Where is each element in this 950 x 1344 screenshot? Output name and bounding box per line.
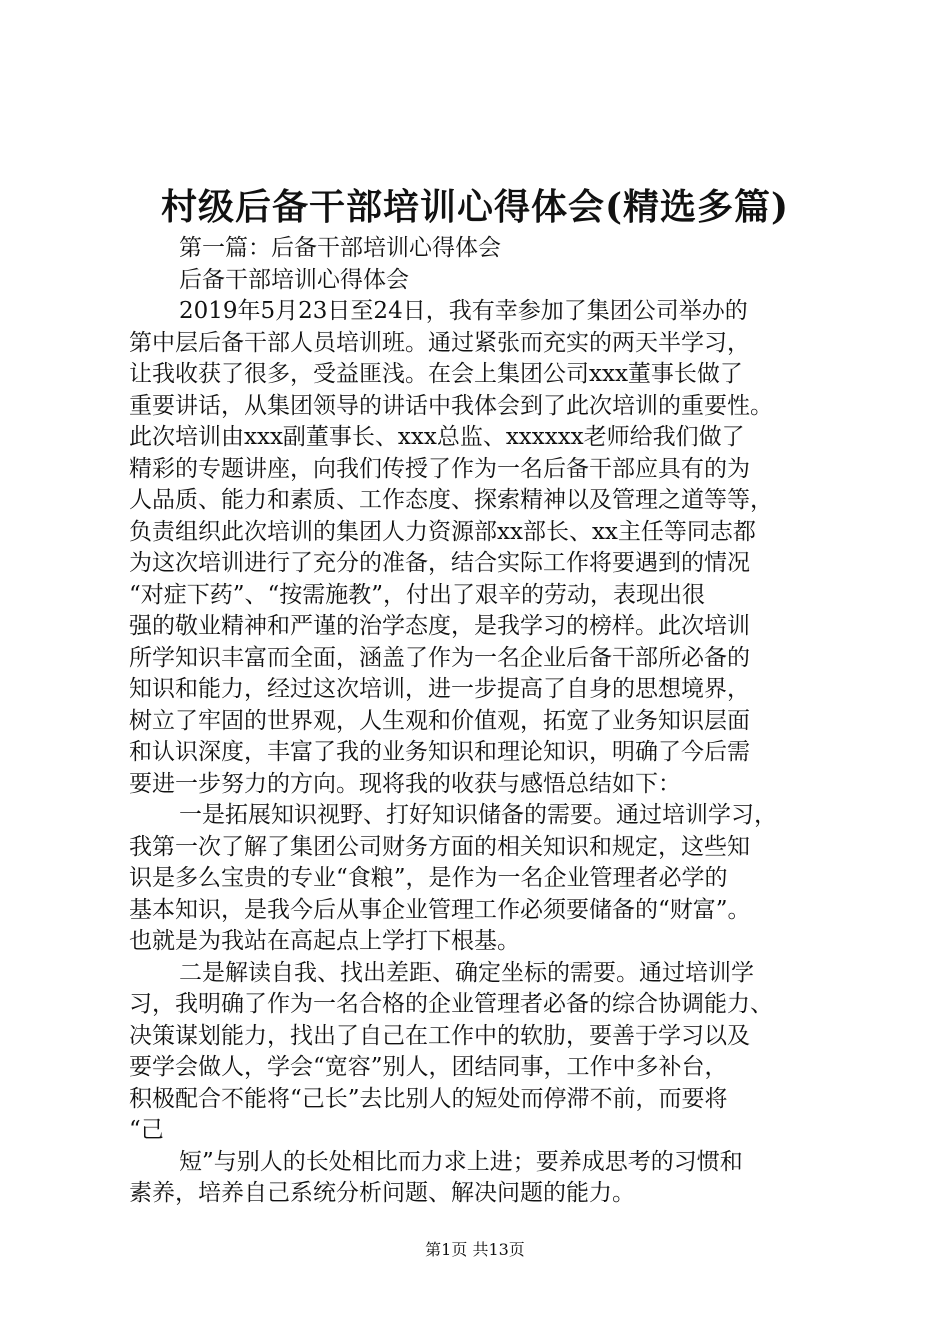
- paragraph-line: 习，我明确了作为一名合格的企业管理者必备的综合协调能力、: [129, 991, 773, 1017]
- paragraph-line: 积极配合不能将“己长”去比别人的短处而停滞不前，而要将: [129, 1085, 728, 1112]
- paragraph-line: 要进一步努力的方向。现将我的收获与感悟总结如下：: [129, 770, 681, 797]
- paragraph-line: “己: [129, 1117, 164, 1143]
- document-body: [129, 233, 834, 1210]
- paragraph-line: 2019年5月23日至24日，我有幸参加了集团公司举办的: [179, 298, 748, 324]
- paragraph-line: 精彩的专题讲座，向我们传授了作为一名后备干部应具有的为: [129, 455, 750, 482]
- paragraph-line: 要学会做人，学会“宽容”别人，团结同事，工作中多补台，: [129, 1054, 728, 1080]
- paragraph-line: 决策谋划能力，找出了自己在工作中的软肋，要善于学习以及: [129, 1022, 750, 1049]
- paragraph-line: 负责组织此次培训的集团人力资源部xx部长、xx主任等同志都: [129, 518, 756, 545]
- paragraph-line: 树立了牢固的世界观，人生观和价值观，拓宽了业务知识层面: [129, 707, 750, 734]
- paragraph-line: 短”与别人的长处相比而力求上进；要养成思考的习惯和: [179, 1148, 743, 1175]
- paragraph-line: 也就是为我站在高起点上学打下根基。: [129, 928, 520, 954]
- subheading: 后备干部培训心得体会: [179, 266, 409, 293]
- paragraph-line: 第中层后备干部人员培训班。通过紧张而充实的两天半学习，: [129, 329, 750, 356]
- paragraph-3: [129, 958, 834, 1147]
- paragraph-line: 素养，培养自己系统分析问题、解决问题的能力。: [129, 1180, 635, 1206]
- paragraph-4: [129, 1147, 834, 1210]
- paragraph-line: 让我收获了很多，受益匪浅。在会上集团公司xxx董事长做了: [129, 361, 743, 387]
- page-indicator: 第1页 共13页: [425, 1240, 525, 1259]
- paragraph-line: 人品质、能力和素质、工作态度、探索精神以及管理之道等等，: [129, 487, 773, 513]
- paragraph-line: 所学知识丰富而全面，涵盖了作为一名企业后备干部所必备的: [129, 644, 750, 671]
- paragraph-line: 知识和能力，经过这次培训，进一步提高了自身的思想境界，: [129, 676, 750, 702]
- section-heading: 第一篇：后备干部培训心得体会: [179, 235, 501, 261]
- paragraph-line: “对症下药”、“按需施教”，付出了艰辛的劳动，表现出很: [129, 581, 706, 608]
- paragraph-2: [129, 800, 834, 958]
- paragraph-line: 强的敬业精神和严谨的治学态度，是我学习的榜样。此次培训: [129, 613, 750, 639]
- paragraph-line: 重要讲话，从集团领导的讲话中我体会到了此次培训的重要性。: [129, 392, 773, 419]
- page-footer: [0, 1238, 950, 1262]
- paragraph-1: [129, 296, 834, 800]
- paragraph-line: 我第一次了解了集团公司财务方面的相关知识和规定，这些知: [129, 833, 750, 860]
- document-title: 村级后备干部培训心得体会(精选多篇): [160, 186, 790, 228]
- paragraph-line: 和认识深度，丰富了我的业务知识和理论知识，明确了今后需: [129, 739, 750, 765]
- paragraph-line: 为这次培训进行了充分的准备，结合实际工作将要遇到的情况: [129, 550, 750, 576]
- paragraph-line: 识是多么宝贵的专业“食粮”，是作为一名企业管理者必学的: [129, 865, 728, 891]
- paragraph-line: 二是解读自我、找出差距、确定坐标的需要。通过培训学: [179, 959, 754, 986]
- paragraph-line: 基本知识，是我今后从事企业管理工作必须要储备的“财富”。: [129, 896, 751, 923]
- paragraph-line: 一是拓展知识视野、打好知识储备的需要。通过培训学习，: [179, 802, 777, 828]
- paragraph-line: 此次培训由xxx副董事长、xxx总监、xxxxxx老师给我们做了: [129, 424, 745, 450]
